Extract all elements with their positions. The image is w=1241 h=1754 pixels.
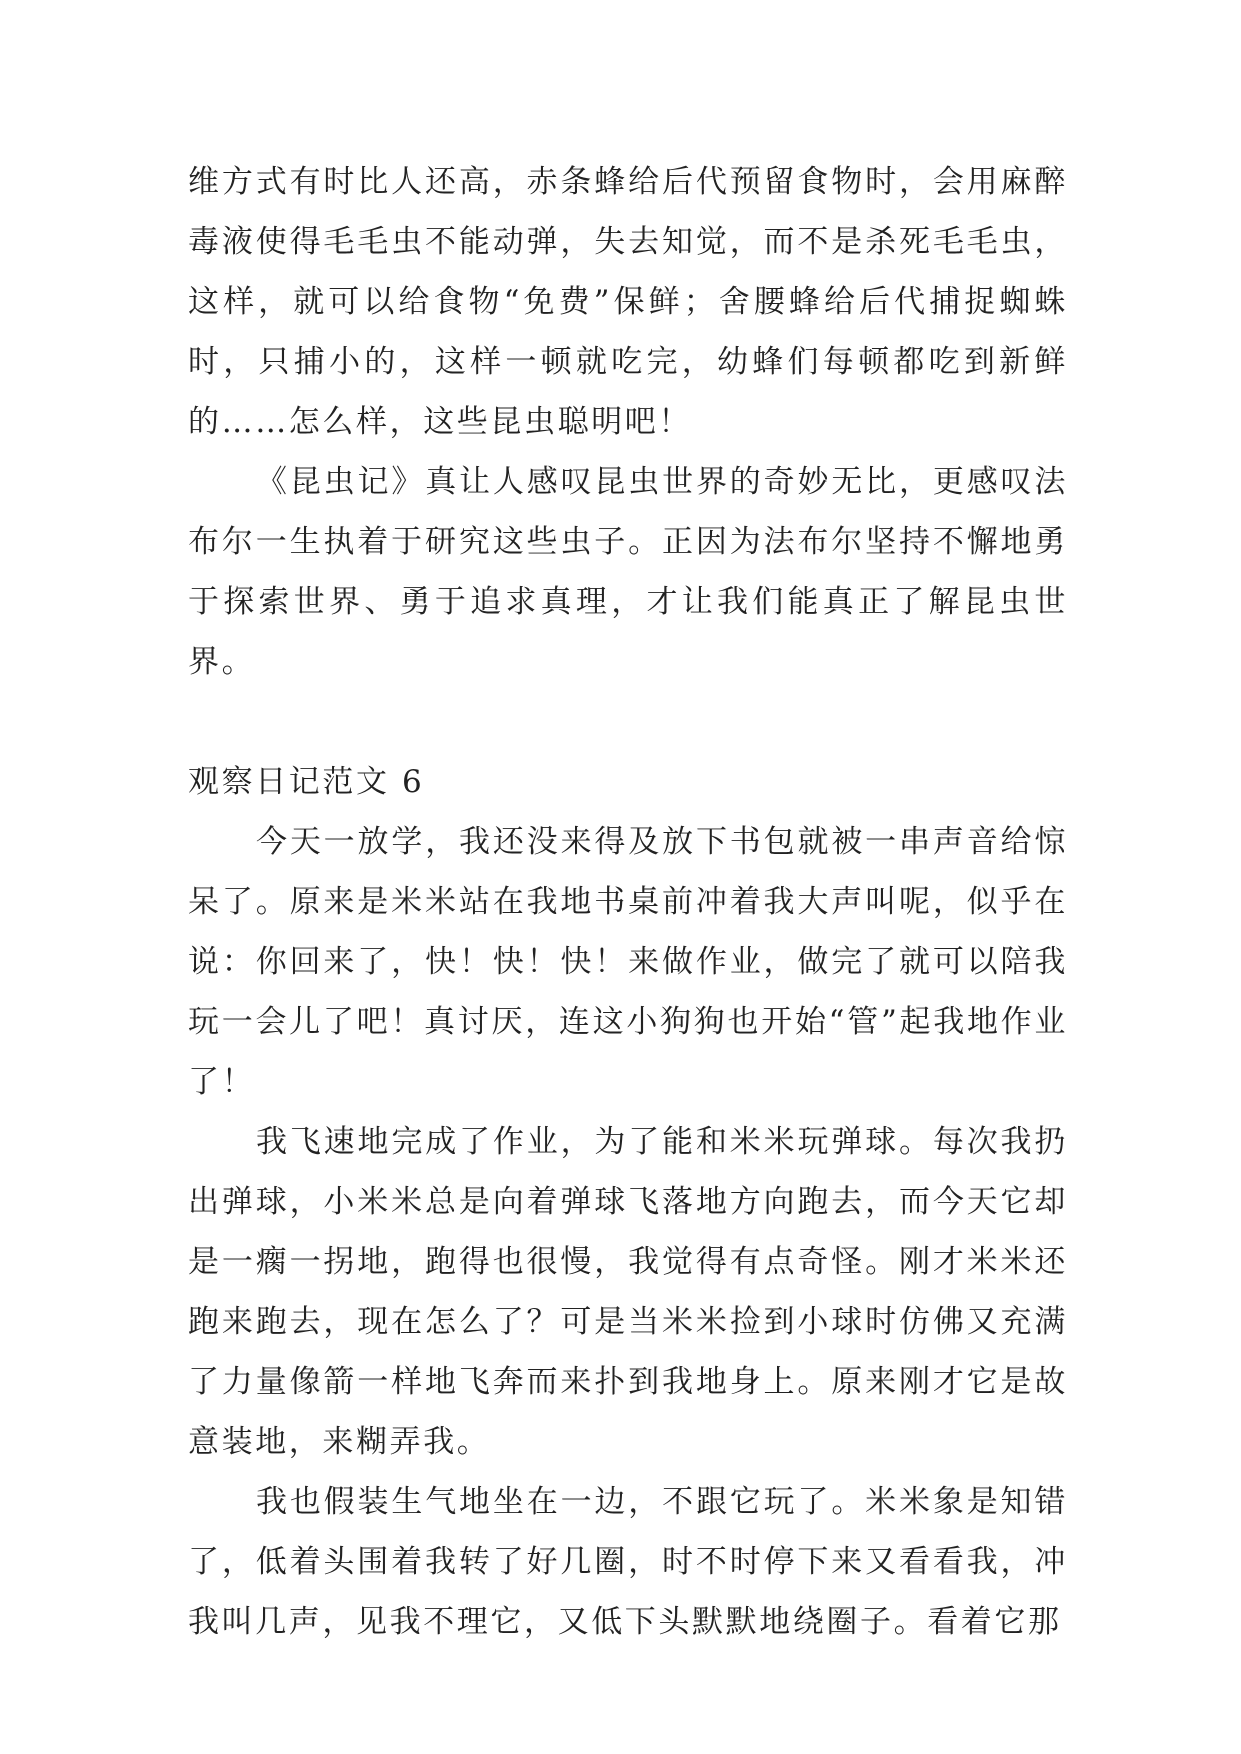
paragraph-3: 我也假装生气地坐在一边，不跟它玩了。米米象是知错了，低着头围着我转了好几圈，时不时停下来又看看我，冲我叫几声，见我不理它，又低下头默默地绕圈子。看着它那 (188, 1484, 1068, 1640)
section-heading: 观察日记范文 6 (188, 764, 425, 800)
paragraph-continued: 维方式有时比人还高，赤条蜂给后代预留食物时，会用麻醉毒液使得毛毛虫不能动弹，失去知觉，而不是杀死毛毛虫，这样，就可以给食物“免费”保鲜；舍腰蜂给后代捕捉蜘蛛时，只捕小的，这样一顿就吃完，幼蜂们每顿都吃到新鲜的……怎么样，这些昆虫聪明吧！ (188, 164, 1068, 440)
paragraph-1: 今天一放学，我还没来得及放下书包就被一串声音给惊呆了。原来是米米站在我地书桌前冲着我大声叫呢，似乎在说：你回来了，快！快！快！来做作业，做完了就可以陪我玩一会儿了吧！真讨厌，连这小狗狗也开始“管”起我地作业了！ (188, 824, 1068, 1100)
paragraph-conclusion: 《昆虫记》真让人感叹昆虫世界的奇妙无比，更感叹法布尔一生执着于研究这些虫子。正因为法布尔坚持不懈地勇于探索世界、勇于追求真理，才让我们能真正了解昆虫世界。 (188, 464, 1068, 680)
paragraph-2: 我飞速地完成了作业，为了能和米米玩弹球。每次我扔出弹球，小米米总是向着弹球飞落地方向跑去，而今天它却是一瘸一拐地，跑得也很慢，我觉得有点奇怪。刚才米米还跑来跑去，现在怎么了？可是当米米捡到小球时仿佛又充满了力量像箭一样地飞奔而来扑到我地身上。原来刚才它是故意装地，来糊弄我。 (188, 1124, 1068, 1460)
document-body (188, 152, 1068, 1652)
